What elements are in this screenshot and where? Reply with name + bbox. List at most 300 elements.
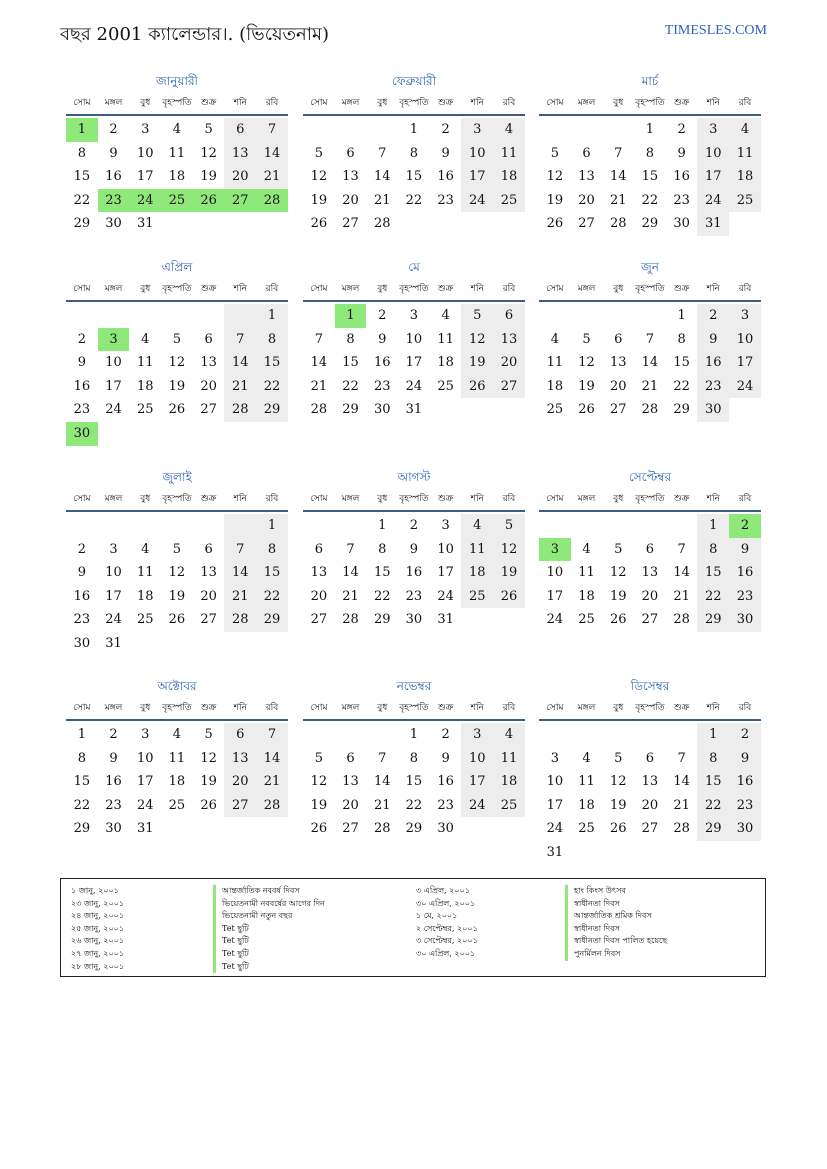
day-cell[interactable]: 13 — [493, 328, 525, 352]
day-cell[interactable]: 15 — [697, 770, 729, 794]
day-cell[interactable]: 2 — [729, 723, 761, 747]
day-cell[interactable]: 2 — [409, 518, 419, 533]
day-cell[interactable]: 5 — [172, 541, 182, 557]
day-cell[interactable]: 10 — [461, 142, 493, 166]
day-cell[interactable]: 29 — [342, 402, 359, 418]
day-cell[interactable]: 17 — [461, 770, 493, 794]
day-cell[interactable]: 3 — [461, 723, 493, 747]
day-cell[interactable]: 1 — [77, 727, 86, 742]
day-cell[interactable]: 3 — [539, 538, 571, 562]
day-cell[interactable]: 29 — [673, 402, 690, 418]
day-cell[interactable]: 26 — [546, 216, 564, 232]
day-cell[interactable]: 7 — [256, 118, 288, 142]
day-cell[interactable]: 30 — [729, 817, 761, 841]
day-cell[interactable]: 25 — [136, 612, 154, 628]
day-cell[interactable]: 18 — [729, 165, 761, 189]
day-cell[interactable]: 12 — [546, 169, 564, 185]
day-cell[interactable]: 15 — [673, 355, 690, 371]
day-cell[interactable]: 27 — [200, 612, 217, 628]
day-cell[interactable]: 11 — [136, 355, 154, 371]
site-link[interactable]: TIMESLES.COM — [664, 23, 767, 38]
day-cell[interactable]: 18 — [493, 770, 525, 794]
day-cell[interactable]: 10 — [105, 355, 122, 371]
day-cell[interactable]: 18 — [461, 561, 493, 585]
day-cell[interactable]: 13 — [224, 142, 256, 166]
day-cell[interactable]: 30 — [105, 821, 122, 837]
day-cell[interactable]: 22 — [73, 797, 91, 813]
day-cell[interactable]: 24 — [437, 588, 454, 604]
day-cell[interactable]: 4 — [493, 118, 525, 142]
day-cell[interactable]: 21 — [256, 770, 288, 794]
day-cell[interactable]: 3 — [729, 304, 761, 328]
day-cell[interactable]: 15 — [641, 169, 659, 185]
day-cell[interactable]: 9 — [729, 538, 761, 562]
day-cell[interactable]: 14 — [673, 774, 690, 790]
day-cell[interactable]: 9 — [441, 750, 450, 766]
day-cell[interactable]: 9 — [378, 331, 387, 347]
day-cell[interactable]: 10 — [546, 774, 564, 790]
day-cell[interactable]: 22 — [405, 797, 423, 813]
day-cell[interactable]: 8 — [409, 750, 419, 766]
day-cell[interactable]: 13 — [342, 169, 359, 185]
day-cell[interactable]: 23 — [405, 588, 423, 604]
day-cell[interactable]: 12 — [200, 750, 217, 766]
day-cell[interactable]: 22 — [697, 585, 729, 609]
day-cell[interactable]: 6 — [645, 750, 655, 766]
day-cell[interactable]: 27 — [310, 612, 328, 628]
day-cell[interactable]: 30 — [729, 608, 761, 632]
day-cell[interactable]: 9 — [77, 355, 86, 371]
day-cell[interactable]: 7 — [256, 723, 288, 747]
day-cell[interactable]: 21 — [224, 375, 256, 399]
day-cell[interactable]: 28 — [373, 216, 391, 232]
day-cell[interactable]: 4 — [493, 723, 525, 747]
day-cell[interactable]: 31 — [437, 612, 454, 628]
day-cell[interactable]: 14 — [373, 774, 391, 790]
day-cell[interactable]: 23 — [697, 375, 729, 399]
day-cell[interactable]: 28 — [342, 612, 359, 628]
day-cell[interactable]: 3 — [141, 122, 150, 137]
day-cell[interactable]: 26 — [609, 821, 627, 837]
day-cell[interactable]: 18 — [168, 169, 186, 185]
day-cell[interactable]: 17 — [437, 565, 454, 581]
day-cell[interactable]: 8 — [697, 747, 729, 771]
day-cell[interactable]: 19 — [310, 797, 328, 813]
day-cell[interactable]: 16 — [105, 169, 122, 185]
day-cell[interactable]: 7 — [224, 538, 256, 562]
day-cell[interactable]: 29 — [373, 612, 391, 628]
day-cell[interactable]: 3 — [441, 518, 450, 533]
day-cell[interactable]: 2 — [109, 122, 118, 137]
day-cell[interactable]: 17 — [105, 588, 122, 604]
day-cell[interactable]: 24 — [729, 375, 761, 399]
day-cell[interactable]: 26 — [168, 612, 186, 628]
day-cell[interactable]: 12 — [578, 355, 595, 371]
day-cell[interactable]: 26 — [461, 375, 493, 399]
day-cell[interactable]: 21 — [224, 585, 256, 609]
day-cell[interactable]: 30 — [66, 422, 98, 446]
day-cell[interactable]: 16 — [729, 770, 761, 794]
day-cell[interactable]: 29 — [256, 398, 288, 422]
day-cell[interactable]: 18 — [493, 165, 525, 189]
day-cell[interactable]: 28 — [224, 608, 256, 632]
day-cell[interactable]: 13 — [224, 747, 256, 771]
day-cell[interactable]: 13 — [310, 565, 328, 581]
day-cell[interactable]: 25 — [546, 402, 564, 418]
day-cell[interactable]: 29 — [641, 216, 659, 232]
day-cell[interactable]: 12 — [168, 355, 186, 371]
day-cell[interactable]: 25 — [493, 189, 525, 213]
day-cell[interactable]: 11 — [437, 331, 454, 347]
day-cell[interactable]: 10 — [437, 541, 454, 557]
day-cell[interactable]: 1 — [645, 122, 655, 137]
day-cell[interactable]: 13 — [342, 774, 359, 790]
day-cell[interactable]: 22 — [256, 375, 288, 399]
day-cell[interactable]: 6 — [204, 331, 213, 347]
day-cell[interactable]: 25 — [729, 189, 761, 213]
day-cell[interactable]: 19 — [546, 192, 564, 208]
day-cell[interactable]: 22 — [342, 378, 359, 394]
day-cell[interactable]: 20 — [200, 588, 217, 604]
day-cell[interactable]: 2 — [441, 122, 450, 137]
day-cell[interactable]: 18 — [437, 355, 454, 371]
day-cell[interactable]: 29 — [697, 608, 729, 632]
day-cell[interactable]: 7 — [314, 331, 323, 347]
day-cell[interactable]: 3 — [141, 727, 150, 742]
day-cell[interactable]: 10 — [697, 142, 729, 166]
day-cell[interactable]: 9 — [677, 145, 686, 161]
day-cell[interactable]: 6 — [314, 541, 323, 557]
day-cell[interactable]: 1 — [256, 304, 288, 328]
day-cell[interactable]: 19 — [168, 588, 186, 604]
day-cell[interactable]: 21 — [673, 797, 690, 813]
day-cell[interactable]: 25 — [161, 189, 193, 213]
day-cell[interactable]: 24 — [129, 189, 161, 213]
day-cell[interactable]: 28 — [310, 402, 328, 418]
day-cell[interactable]: 25 — [493, 794, 525, 818]
day-cell[interactable]: 6 — [493, 304, 525, 328]
day-cell[interactable]: 22 — [405, 192, 423, 208]
day-cell[interactable]: 30 — [73, 635, 91, 651]
day-cell[interactable]: 16 — [697, 351, 729, 375]
day-cell[interactable]: 9 — [109, 750, 118, 766]
day-cell[interactable]: 31 — [546, 844, 564, 860]
day-cell[interactable]: 28 — [224, 398, 256, 422]
day-cell[interactable]: 21 — [256, 165, 288, 189]
day-cell[interactable]: 18 — [578, 797, 595, 813]
day-cell[interactable]: 14 — [373, 169, 391, 185]
day-cell[interactable]: 11 — [578, 565, 595, 581]
day-cell[interactable]: 21 — [609, 192, 627, 208]
day-cell[interactable]: 8 — [677, 331, 686, 347]
day-cell[interactable]: 19 — [609, 588, 627, 604]
day-cell[interactable]: 21 — [641, 378, 659, 394]
day-cell[interactable]: 30 — [673, 216, 690, 232]
day-cell[interactable]: 26 — [578, 402, 595, 418]
day-cell[interactable]: 26 — [310, 216, 328, 232]
day-cell[interactable]: 27 — [224, 794, 256, 818]
day-cell[interactable]: 5 — [461, 304, 493, 328]
day-cell[interactable]: 2 — [729, 514, 761, 538]
day-cell[interactable]: 23 — [673, 192, 690, 208]
day-cell[interactable]: 30 — [373, 402, 391, 418]
day-cell[interactable]: 27 — [342, 216, 359, 232]
day-cell[interactable]: 26 — [493, 585, 525, 609]
day-cell[interactable]: 27 — [200, 402, 217, 418]
day-cell[interactable]: 17 — [546, 588, 564, 604]
day-cell[interactable]: 8 — [346, 331, 355, 347]
day-cell[interactable]: 8 — [697, 538, 729, 562]
day-cell[interactable]: 18 — [168, 774, 186, 790]
day-cell[interactable]: 29 — [256, 608, 288, 632]
day-cell[interactable]: 2 — [77, 541, 86, 557]
day-cell[interactable]: 28 — [256, 794, 288, 818]
day-cell[interactable]: 27 — [578, 216, 595, 232]
day-cell[interactable]: 17 — [136, 774, 154, 790]
day-cell[interactable]: 5 — [314, 145, 323, 161]
day-cell[interactable]: 16 — [729, 561, 761, 585]
day-cell[interactable]: 10 — [136, 145, 154, 161]
day-cell[interactable]: 20 — [493, 351, 525, 375]
day-cell[interactable]: 23 — [73, 612, 91, 628]
day-cell[interactable]: 24 — [546, 612, 564, 628]
day-cell[interactable]: 22 — [673, 378, 690, 394]
day-cell[interactable]: 14 — [224, 561, 256, 585]
day-cell[interactable]: 13 — [200, 355, 217, 371]
day-cell[interactable]: 31 — [136, 216, 154, 232]
day-cell[interactable]: 18 — [546, 378, 564, 394]
day-cell[interactable]: 4 — [550, 331, 559, 347]
day-cell[interactable]: 20 — [641, 588, 659, 604]
day-cell[interactable]: 12 — [493, 538, 525, 562]
day-cell[interactable]: 31 — [136, 821, 154, 837]
day-cell[interactable]: 1 — [409, 727, 419, 742]
day-cell[interactable]: 12 — [200, 145, 217, 161]
day-cell[interactable]: 4 — [172, 727, 182, 742]
day-cell[interactable]: 23 — [105, 797, 122, 813]
day-cell[interactable]: 23 — [73, 402, 91, 418]
day-cell[interactable]: 16 — [437, 774, 454, 790]
day-cell[interactable]: 1 — [256, 514, 288, 538]
day-cell[interactable]: 26 — [168, 402, 186, 418]
day-cell[interactable]: 6 — [346, 145, 355, 161]
day-cell[interactable]: 18 — [578, 588, 595, 604]
day-cell[interactable]: 15 — [373, 565, 391, 581]
day-cell[interactable]: 4 — [461, 514, 493, 538]
day-cell[interactable]: 17 — [461, 165, 493, 189]
day-cell[interactable]: 20 — [342, 797, 359, 813]
day-cell[interactable]: 2 — [677, 122, 686, 137]
day-cell[interactable]: 14 — [256, 747, 288, 771]
day-cell[interactable]: 14 — [609, 169, 627, 185]
day-cell[interactable]: 22 — [256, 585, 288, 609]
day-cell[interactable]: 22 — [697, 794, 729, 818]
day-cell[interactable]: 3 — [461, 118, 493, 142]
day-cell[interactable]: 6 — [582, 145, 591, 161]
day-cell[interactable]: 20 — [224, 770, 256, 794]
day-cell[interactable]: 30 — [697, 398, 729, 422]
day-cell[interactable]: 14 — [641, 355, 659, 371]
day-cell[interactable]: 23 — [729, 794, 761, 818]
day-cell[interactable]: 5 — [204, 727, 213, 742]
day-cell[interactable]: 15 — [73, 169, 91, 185]
day-cell[interactable]: 20 — [224, 165, 256, 189]
day-cell[interactable]: 20 — [200, 378, 217, 394]
day-cell[interactable]: 16 — [73, 588, 91, 604]
day-cell[interactable]: 19 — [609, 797, 627, 813]
day-cell[interactable]: 17 — [105, 378, 122, 394]
day-cell[interactable]: 12 — [310, 774, 328, 790]
day-cell[interactable]: 8 — [378, 541, 387, 557]
day-cell[interactable]: 15 — [256, 351, 288, 375]
day-cell[interactable]: 10 — [729, 328, 761, 352]
day-cell[interactable]: 16 — [373, 355, 391, 371]
day-cell[interactable]: 29 — [405, 821, 423, 837]
day-cell[interactable]: 19 — [168, 378, 186, 394]
day-cell[interactable]: 13 — [641, 774, 659, 790]
day-cell[interactable]: 30 — [437, 821, 454, 837]
day-cell[interactable]: 23 — [98, 189, 130, 213]
day-cell[interactable]: 14 — [256, 142, 288, 166]
day-cell[interactable]: 22 — [641, 192, 659, 208]
day-cell[interactable]: 14 — [224, 351, 256, 375]
day-cell[interactable]: 13 — [641, 565, 659, 581]
day-cell[interactable]: 17 — [405, 355, 423, 371]
day-cell[interactable]: 6 — [224, 723, 256, 747]
day-cell[interactable]: 19 — [200, 169, 217, 185]
day-cell[interactable]: 25 — [168, 797, 186, 813]
day-cell[interactable]: 9 — [77, 565, 86, 581]
day-cell[interactable]: 26 — [310, 821, 328, 837]
day-cell[interactable]: 5 — [614, 541, 623, 557]
day-cell[interactable]: 19 — [200, 774, 217, 790]
day-cell[interactable]: 9 — [697, 328, 729, 352]
day-cell[interactable]: 8 — [645, 145, 655, 161]
day-cell[interactable]: 7 — [614, 145, 623, 161]
day-cell[interactable]: 11 — [168, 145, 186, 161]
day-cell[interactable]: 1 — [697, 723, 729, 747]
day-cell[interactable]: 23 — [373, 378, 391, 394]
day-cell[interactable]: 7 — [346, 541, 355, 557]
day-cell[interactable]: 15 — [697, 561, 729, 585]
day-cell[interactable]: 20 — [310, 588, 328, 604]
day-cell[interactable]: 4 — [172, 122, 182, 137]
day-cell[interactable]: 31 — [697, 212, 729, 236]
day-cell[interactable]: 5 — [550, 145, 559, 161]
day-cell[interactable]: 6 — [346, 750, 355, 766]
day-cell[interactable]: 23 — [729, 585, 761, 609]
day-cell[interactable]: 30 — [105, 216, 122, 232]
day-cell[interactable]: 11 — [461, 538, 493, 562]
day-cell[interactable]: 6 — [204, 541, 213, 557]
day-cell[interactable]: 5 — [314, 750, 323, 766]
day-cell[interactable]: 28 — [373, 821, 391, 837]
day-cell[interactable]: 2 — [441, 727, 450, 742]
day-cell[interactable]: 9 — [729, 747, 761, 771]
day-cell[interactable]: 4 — [729, 118, 761, 142]
day-cell[interactable]: 1 — [335, 304, 367, 328]
day-cell[interactable]: 20 — [578, 192, 595, 208]
day-cell[interactable]: 17 — [697, 165, 729, 189]
day-cell[interactable]: 5 — [172, 331, 182, 347]
day-cell[interactable]: 14 — [673, 565, 690, 581]
day-cell[interactable]: 21 — [673, 588, 690, 604]
day-cell[interactable]: 26 — [609, 612, 627, 628]
day-cell[interactable]: 1 — [409, 122, 419, 137]
day-cell[interactable]: 12 — [609, 774, 627, 790]
day-cell[interactable]: 19 — [578, 378, 595, 394]
day-cell[interactable]: 7 — [645, 331, 655, 347]
day-cell[interactable]: 22 — [373, 588, 391, 604]
day-cell[interactable]: 20 — [609, 378, 627, 394]
day-cell[interactable]: 3 — [550, 750, 559, 766]
day-cell[interactable]: 18 — [136, 588, 154, 604]
day-cell[interactable]: 7 — [677, 541, 686, 557]
day-cell[interactable]: 12 — [461, 328, 493, 352]
day-cell[interactable]: 25 — [578, 821, 595, 837]
day-cell[interactable]: 6 — [645, 541, 655, 557]
day-cell[interactable]: 15 — [405, 774, 423, 790]
day-cell[interactable]: 28 — [256, 189, 288, 213]
day-cell[interactable]: 24 — [405, 378, 423, 394]
day-cell[interactable]: 19 — [493, 561, 525, 585]
day-cell[interactable]: 24 — [461, 189, 493, 213]
day-cell[interactable]: 11 — [493, 747, 525, 771]
day-cell[interactable]: 29 — [697, 817, 729, 841]
day-cell[interactable]: 11 — [136, 565, 154, 581]
day-cell[interactable]: 18 — [136, 378, 154, 394]
day-cell[interactable]: 17 — [136, 169, 154, 185]
day-cell[interactable]: 15 — [256, 561, 288, 585]
day-cell[interactable]: 25 — [437, 378, 454, 394]
day-cell[interactable]: 10 — [105, 565, 122, 581]
day-cell[interactable]: 8 — [77, 145, 86, 161]
day-cell[interactable]: 21 — [373, 192, 391, 208]
day-cell[interactable]: 13 — [578, 169, 595, 185]
day-cell[interactable]: 14 — [342, 565, 359, 581]
day-cell[interactable]: 28 — [673, 821, 690, 837]
day-cell[interactable]: 28 — [641, 402, 659, 418]
day-cell[interactable]: 24 — [461, 794, 493, 818]
day-cell[interactable]: 10 — [405, 331, 423, 347]
day-cell[interactable]: 8 — [77, 750, 86, 766]
day-cell[interactable]: 7 — [378, 145, 387, 161]
day-cell[interactable]: 27 — [342, 821, 359, 837]
day-cell[interactable]: 1 — [677, 308, 686, 323]
day-cell[interactable]: 22 — [73, 192, 91, 208]
day-cell[interactable]: 13 — [200, 565, 217, 581]
day-cell[interactable]: 15 — [73, 774, 91, 790]
day-cell[interactable]: 27 — [493, 375, 525, 399]
day-cell[interactable]: 21 — [342, 588, 359, 604]
day-cell[interactable]: 28 — [609, 216, 627, 232]
day-cell[interactable]: 4 — [141, 331, 150, 347]
day-cell[interactable]: 21 — [310, 378, 328, 394]
day-cell[interactable]: 9 — [409, 541, 419, 557]
day-cell[interactable]: 24 — [105, 612, 122, 628]
day-cell[interactable]: 13 — [609, 355, 627, 371]
day-cell[interactable]: 4 — [582, 541, 591, 557]
day-cell[interactable]: 21 — [373, 797, 391, 813]
day-cell[interactable]: 11 — [168, 750, 186, 766]
day-cell[interactable]: 20 — [342, 192, 359, 208]
day-cell[interactable]: 10 — [546, 565, 564, 581]
day-cell[interactable]: 1 — [697, 514, 729, 538]
day-cell[interactable]: 25 — [136, 402, 154, 418]
day-cell[interactable]: 3 — [109, 541, 118, 557]
day-cell[interactable]: 8 — [256, 328, 288, 352]
day-cell[interactable]: 31 — [105, 635, 122, 651]
